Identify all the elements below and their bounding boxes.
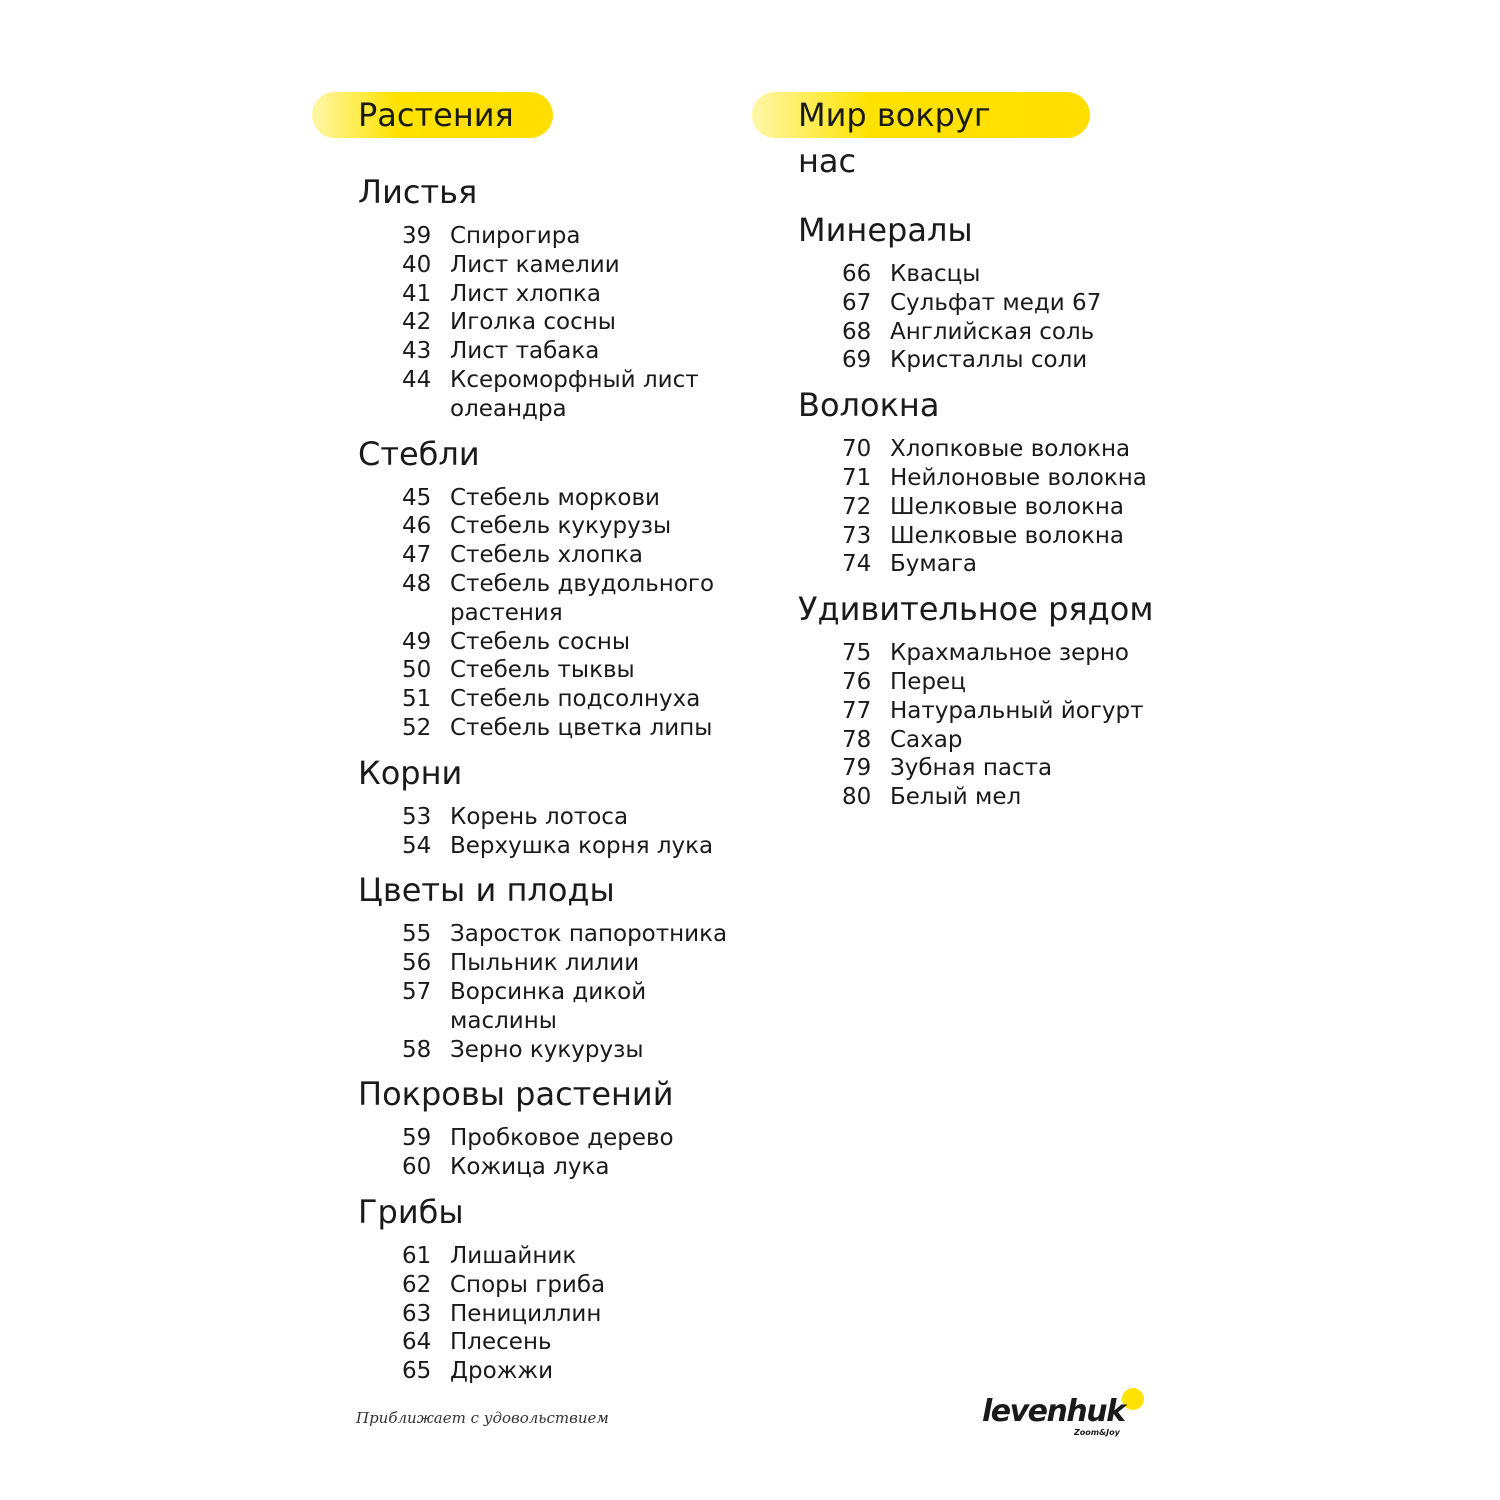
list-item [798,522,1182,551]
item-number: 60 [402,1154,432,1181]
item-number: 43 [402,338,432,365]
item-number: 66 [842,261,872,287]
list-item [358,337,752,366]
item-number: 50 [402,657,432,684]
list-item [358,1242,752,1271]
item-number: 79 [842,755,872,782]
logo-word: levenhuk [982,1394,1125,1429]
item-number: 64 [402,1329,432,1356]
item-label: Стебель цветка липы [450,714,713,741]
footer-tagline: Приближает с удовольствием [356,1409,609,1427]
section-title: Стебли [358,434,480,473]
item-label: Спирогира [450,223,581,249]
list-item [358,541,752,570]
item-label: Бумага [890,551,978,578]
item-number: 44 [402,366,432,393]
world-sections [752,210,1182,812]
item-number: 59 [402,1125,432,1152]
item-number: 51 [402,686,432,713]
item-label: Стебель моркови [450,484,660,511]
list-item [798,726,1182,755]
list-item [358,1124,752,1153]
item-label: Квасцы [890,261,981,287]
item-number: 45 [402,484,432,511]
item-number: 42 [402,309,432,336]
item-label: Сульфат меди 67 [890,289,1102,316]
item-label: Стебель кукурузы [450,513,672,540]
item-number: 70 [842,436,872,463]
list-item [358,803,752,832]
item-number: 52 [402,714,432,741]
list-item [358,512,752,541]
item-label: Натуральный йогурт [890,697,1144,724]
item-label: Сахар [890,726,963,753]
section-title: Минералы [798,211,973,249]
item-label: Стебель тыквы [450,657,635,684]
item-number: 77 [842,697,872,724]
item-label: Ворсинка дикой маслины [450,978,647,1034]
list-item [358,1300,752,1329]
list-item [358,685,752,714]
list-item [798,697,1182,726]
list-item [358,484,752,513]
list-item [358,1271,752,1300]
list-item [358,308,752,337]
item-label: Кожица лука [450,1154,610,1181]
list-item [358,1357,752,1386]
item-label: Стебель хлопка [450,542,643,569]
item-number: 41 [402,280,432,307]
list-item [798,668,1182,697]
item-label: Ксероморфный лист олеандра [450,366,699,422]
item-number: 55 [402,921,432,948]
item-label: Стебель подсолнуха [450,686,701,713]
section-list [798,260,1182,375]
list-item [358,280,752,309]
section-list [798,639,1182,812]
item-label: Пенициллин [450,1300,602,1327]
item-label: Иголка сосны [450,309,616,336]
section-list [798,435,1182,579]
item-number: 47 [402,542,432,569]
item-label: Пробковое дерево [450,1125,674,1152]
item-label: Стебель сосны [450,628,631,655]
item-number: 57 [402,978,432,1005]
logo-dot-icon [1122,1388,1144,1410]
list-item [358,628,752,657]
item-number: 63 [402,1300,432,1327]
section-list [358,1124,752,1182]
section-list [358,484,752,743]
item-number: 65 [402,1358,432,1385]
item-label: Зерно кукурузы [450,1036,644,1063]
list-item [358,920,752,949]
section-title: Покровы растений [358,1075,674,1114]
item-number: 40 [402,251,432,278]
section-title: Грибы [358,1192,464,1231]
item-number: 62 [402,1271,432,1298]
item-label: Заросток папоротника [450,921,728,948]
list-item [358,656,752,685]
list-item [798,754,1182,783]
item-label: Шелковые волокна [890,493,1125,520]
item-number: 78 [842,726,872,753]
section-list [358,222,752,424]
item-number: 73 [842,522,872,549]
item-label: Споры гриба [450,1271,606,1298]
list-item [358,251,752,280]
section-title: Листья [358,173,478,211]
item-label: Стебель двудольного растения [450,570,715,626]
world-header: Мир вокруг нас [752,92,1090,138]
item-label: Хлопковые волокна [890,436,1131,463]
item-label: Верхушка корня лука [450,832,714,859]
item-label: Корень лотоса [450,803,629,830]
item-number: 58 [402,1036,432,1063]
list-item [358,949,752,978]
item-label: Дрожжи [450,1358,554,1385]
logo-sub: Zoom&Joy [1074,1428,1120,1437]
item-number: 54 [402,832,432,859]
item-label: Шелковые волокна [890,522,1125,549]
list-item [798,289,1182,318]
item-number: 76 [842,668,872,695]
item-number: 68 [842,318,872,345]
item-number: 56 [402,950,432,977]
list-item [358,1153,752,1182]
item-number: 53 [402,803,432,830]
section-list [358,803,752,861]
item-label: Лист табака [450,338,600,365]
list-item [358,222,752,251]
item-number: 80 [842,784,872,811]
list-item [358,366,752,424]
levenhuk-logo [982,1388,1152,1448]
section-title: Волокна [798,386,940,425]
section-title: Цветы и плоды [358,871,615,910]
plants-header: Растения [312,92,553,138]
section-list [358,1242,752,1386]
list-item [358,570,752,628]
item-number: 39 [402,223,432,249]
item-label: Лишайник [450,1242,577,1269]
plants-sections [312,172,752,1386]
item-number: 67 [842,289,872,316]
list-item [798,260,1182,289]
item-number: 75 [842,640,872,667]
section-list [358,920,752,1064]
list-item [798,783,1182,812]
item-number: 74 [842,551,872,578]
item-label: Зубная паста [890,755,1053,782]
item-number: 69 [842,347,872,374]
world-column [752,92,1182,822]
list-item [798,435,1182,464]
item-label: Перец [890,668,966,695]
list-item [358,832,752,861]
list-item [358,1036,752,1065]
item-number: 61 [402,1242,432,1269]
list-item [798,346,1182,375]
item-label: Лист хлопка [450,280,602,307]
item-label: Белый мел [890,784,1022,811]
section-title: Удивительное рядом [798,590,1154,629]
list-item [358,978,752,1036]
item-label: Нейлоновые волокна [890,464,1147,491]
section-title: Корни [358,753,463,792]
item-label: Кристаллы соли [890,347,1088,374]
list-item [358,714,752,743]
list-item [798,318,1182,347]
item-label: Пыльник лилии [450,950,640,977]
item-label: Крахмальное зерно [890,640,1129,667]
list-item [798,639,1182,668]
item-label: Английская соль [890,318,1095,345]
plants-column [312,92,752,1396]
list-item [358,1328,752,1357]
item-number: 49 [402,628,432,655]
item-number: 48 [402,570,432,597]
item-label: Плесень [450,1329,552,1356]
item-number: 71 [842,464,872,491]
item-number: 46 [402,513,432,540]
list-item [798,493,1182,522]
list-item [798,550,1182,579]
item-number: 72 [842,493,872,520]
item-label: Лист камелии [450,251,620,278]
list-item [798,464,1182,493]
